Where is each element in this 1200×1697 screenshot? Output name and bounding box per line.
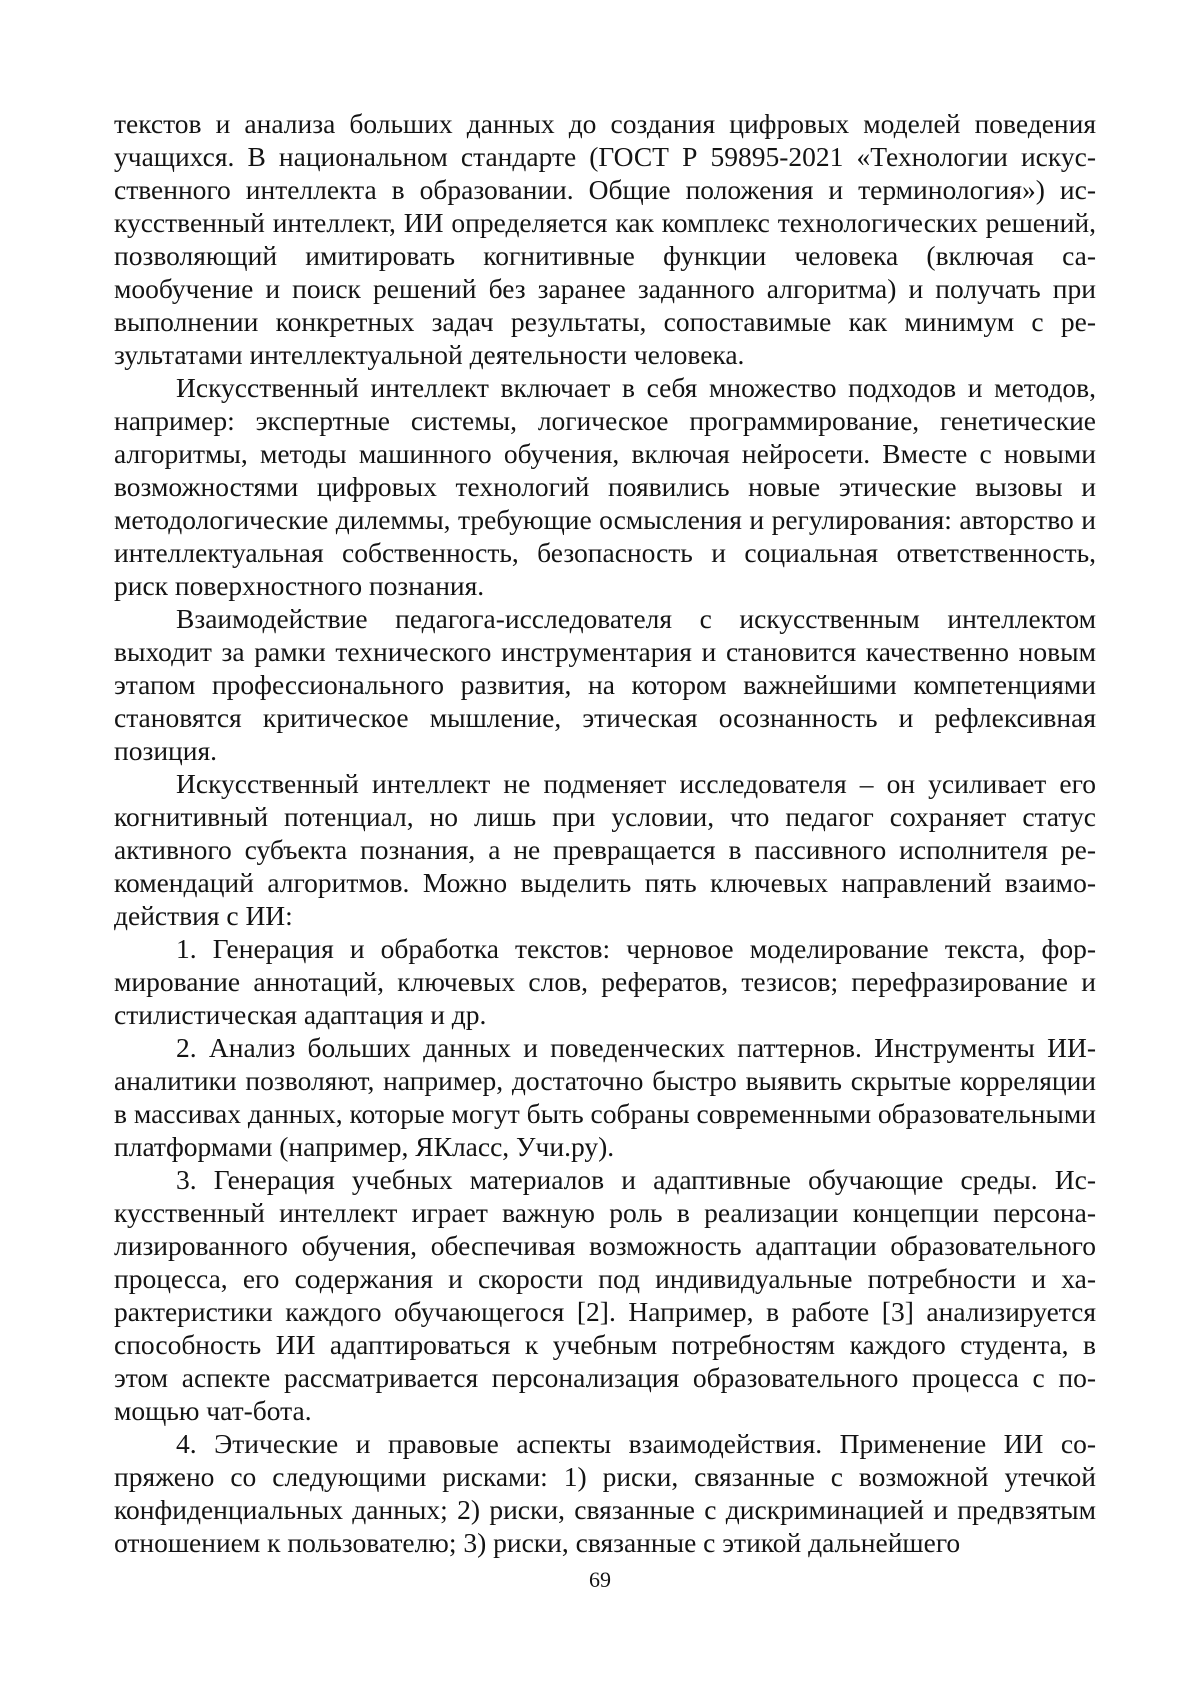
paragraph-continuation: текстов и анализа больших данных до создания цифровых моделей поведения учащихся. В национальном стандарте (ГОСТ Р 59895-2021 «Технологии искусственного интеллекта в образовании. Общие положения и терминология») искусственный интеллект, ИИ определяется как комплекс технологических решений, позволяющий имитировать когнитивные функции человека (включая самообучение и поиск решений без заранее заданного алгоритма) и получать при выполнении конкретных задач результаты, сопоставимые как минимум с результатами интеллектуальной деятельности человека.	[114, 108, 1096, 370]
list-item-big-data: 2. Анализ больших данных и поведенческих паттернов. Инструменты ИИ-аналитики позволяют, например, достаточно быстро выявить скрытые корреляции в массивах данных, которые могут быть собраны современными образовательными платформами (например, ЯКласс, Учи.ру).	[114, 1032, 1096, 1162]
list-item-learning-materials: 3. Генерация учебных материалов и адаптивные обучающие среды. Искусственный интеллект играет важную роль в реализации концепции персонализированного обучения, обеспечивая возможность адаптации образовательного процесса, его содержания и скорости под индивидуальные потребности и характеристики каждого обучающегося [2]. Например, в работе [3] анализируется способность ИИ адаптироваться к учебным потребностям каждого студента, в этом аспекте рассматривается персонализация образовательного процесса с помощью чат-бота.	[114, 1164, 1096, 1426]
list-item-ethics: 4. Этические и правовые аспекты взаимодействия. Применение ИИ сопряжено со следующими рисками: 1) риски, связанные с возможной утечкой конфиденциальных данных; 2) риски, связанные с дискриминацией и предвзятым отношением к пользователю; 3) риски, связанные с этикой дальнейшего	[114, 1428, 1096, 1558]
list-item-text-generation: 1. Генерация и обработка текстов: черновое моделирование текста, формирование аннотаций, ключевых слов, рефератов, тезисов; перефразирование и стилистическая адаптация и др.	[114, 933, 1096, 1030]
paragraph-ai-not-replacing: Искусственный интеллект не подменяет исследователя – он усиливает его когнитивный потенциал, но лишь при условии, что педагог сохраняет статус активного субъекта познания, а не превращается в пассивного исполнителя рекомендаций алгоритмов. Можно выделить пять ключевых направлений взаимодействия с ИИ:	[114, 768, 1096, 931]
paragraph-teacher-interaction: Взаимодействие педагога-исследователя с искусственным интеллектом выходит за рамки технического инструментария и становится качественно новым этапом профессионального развития, на котором важнейшими компетенциями становятся критическое мышление, этическая осознанность и рефлексивная позиция.	[114, 603, 1096, 766]
body-text	[114, 107, 1096, 1559]
page-number: 69	[589, 1567, 611, 1592]
paragraph-ai-approaches: Искусственный интеллект включает в себя множество подходов и методов, например: экспертные системы, логическое программирование, генетические алгоритмы, методы машинного обучения, включая нейросети. Вместе с новыми возможностями цифровых технологий появились новые этические вызовы и методологические дилеммы, требующие осмысления и регулирования: авторство и интеллектуальная собственность, безопасность и социальная ответственность, риск поверхностного познания.	[114, 372, 1096, 601]
